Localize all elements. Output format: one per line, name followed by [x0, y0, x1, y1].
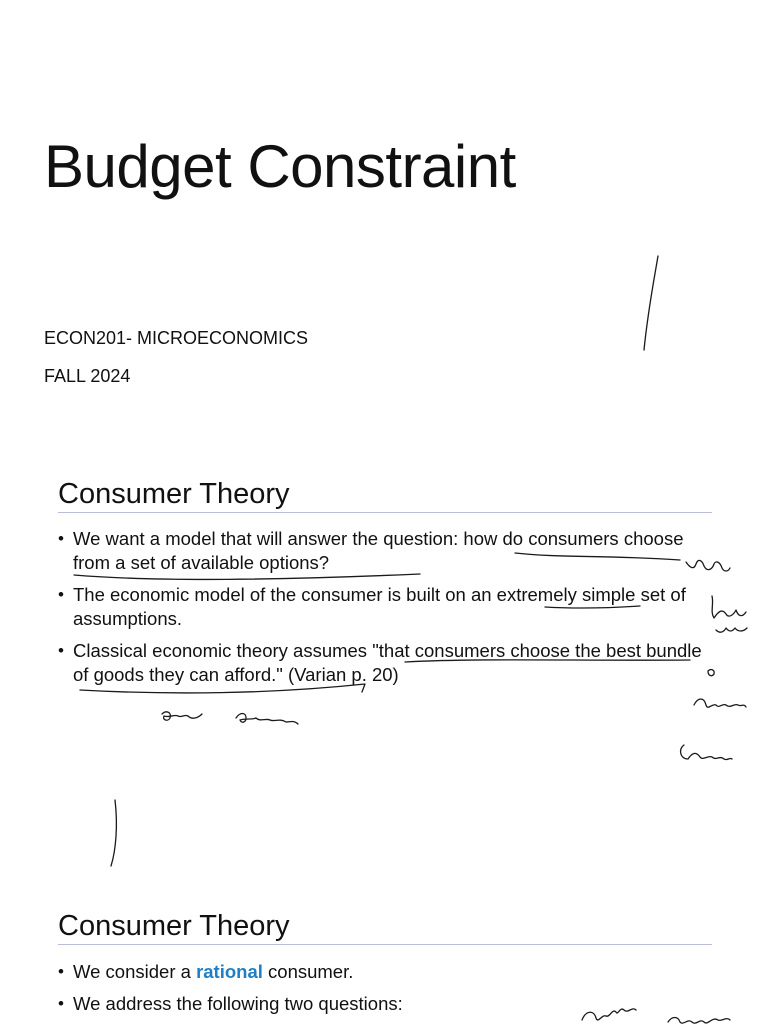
bullet-list-2	[58, 960, 708, 1024]
term-label: FALL 2024	[44, 366, 131, 386]
pen-stroke-vertical-1	[644, 256, 658, 350]
bullet-text-after: consumer.	[262, 961, 354, 982]
section-heading-consumer-theory-2: Consumer Theory	[58, 910, 290, 942]
bullet-list	[58, 527, 708, 695]
margin-scribble-6	[681, 745, 732, 760]
rational-highlight: rational	[196, 961, 263, 982]
section-heading-consumer-theory: Consumer Theory	[58, 478, 290, 510]
bullet-item: • The economic model of the consumer is built on an extremely simple set of assumptions.	[58, 583, 708, 631]
margin-scribble-3	[716, 628, 747, 632]
margin-scribble-5	[694, 699, 746, 707]
bullet-item: • We want a model that will answer the question: how do consumers choose from a set of available options?	[58, 527, 708, 575]
pen-stroke-vertical-2	[111, 800, 116, 866]
margin-scribble-4	[708, 670, 714, 676]
slide-title: Budget Constraint	[44, 133, 516, 200]
heading-rule	[58, 512, 712, 513]
bullet-item: • We address the following two questions:	[58, 992, 708, 1016]
text-scribble-2	[236, 714, 298, 725]
bullet-text-before: We consider a	[73, 961, 197, 982]
margin-scribble-2	[712, 596, 746, 618]
bullet-item: • Classical economic theory assumes "that consumers choose the best bundle of goods they can afford." (Varian p. 20)	[58, 639, 708, 687]
heading-rule-2	[58, 944, 712, 945]
course-name: ECON201- MICROECONOMICS	[44, 328, 309, 348]
text-scribble-1	[162, 712, 202, 720]
bullet-item	[58, 960, 708, 984]
